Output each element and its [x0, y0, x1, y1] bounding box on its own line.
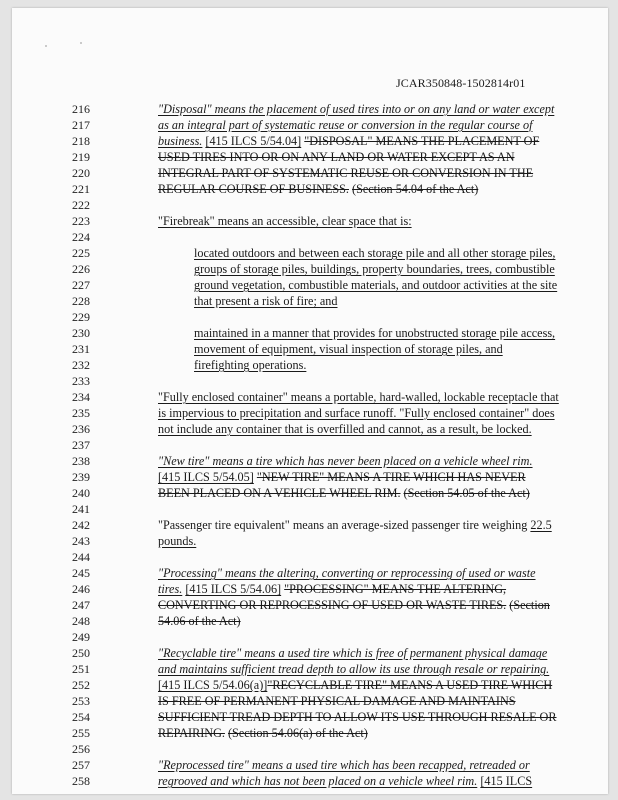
- definition-disposal-line-1: "Disposal" means the placement of used tires into or on any land or water except: [158, 102, 555, 116]
- line-number: 227: [72, 278, 90, 292]
- definition-recyclable-line-6: REPAIRING. (Section 54.06(a) of the Act): [158, 726, 368, 740]
- line-number: 237: [72, 438, 90, 452]
- line-number: 242: [72, 518, 90, 532]
- document-page: [12, 8, 608, 794]
- definition-disposal-line-6: REGULAR COURSE OF BUSINESS. (Section 54.04 of the Act): [158, 182, 479, 196]
- line-number: 235: [72, 406, 90, 420]
- line-number: 255: [72, 726, 90, 740]
- definition-passenger-line-2: pounds.: [158, 534, 197, 548]
- line-number: 233: [72, 374, 90, 388]
- line-number: 222: [72, 198, 90, 212]
- definition-firebreak-item-1-line-3: ground vegetation, combustible materials, and outdoor activities at the site: [194, 278, 558, 292]
- definition-recyclable-line-4: IS FREE OF PERMANENT PHYSICAL DAMAGE AND MAINTAINS: [158, 694, 516, 708]
- definition-processing-line-1: "Processing" means the altering, converting or reprocessing of used or waste: [158, 566, 536, 580]
- line-number: 231: [72, 342, 90, 356]
- line-number: 239: [72, 470, 90, 484]
- line-number: 226: [72, 262, 90, 276]
- line-number: 257: [72, 758, 90, 772]
- line-number: 221: [72, 182, 90, 196]
- line-number: 229: [72, 310, 90, 324]
- line-number: 232: [72, 358, 90, 372]
- line-number: 240: [72, 486, 90, 500]
- line-number: 243: [72, 534, 90, 548]
- definition-recyclable-line-2: and maintains sufficient tread depth to allow its use through resale or repairing.: [158, 662, 550, 676]
- definition-new-tire-line-2: [415 ILCS 5/54.05] "NEW TIRE" MEANS A TIRE WHICH HAS NEVER: [158, 470, 526, 484]
- definition-firebreak-line-1: "Firebreak" means an accessible, clear space that is:: [158, 214, 412, 228]
- definition-firebreak-item-1-line-4: that present a risk of fire; and: [194, 294, 338, 308]
- definition-disposal-line-4: USED TIRES INTO OR ON ANY LAND OR WATER EXCEPT AS AN: [158, 150, 515, 164]
- definition-firebreak-item-2-line-3: firefighting operations.: [194, 358, 307, 372]
- line-number: 223: [72, 214, 90, 228]
- line-number: 251: [72, 662, 90, 676]
- line-number: 230: [72, 326, 90, 340]
- line-number: 254: [72, 710, 90, 724]
- line-number: 225: [72, 246, 90, 260]
- definition-processing-line-4: 54.06 of the Act): [158, 614, 241, 628]
- scan-speck: [45, 45, 47, 47]
- line-number: 244: [72, 550, 90, 564]
- line-number: 238: [72, 454, 90, 468]
- line-number: 216: [72, 102, 90, 116]
- definition-reprocessed-line-1: "Reprocessed tire" means a used tire which has been recapped, retreaded or: [158, 758, 530, 772]
- line-number: 228: [72, 294, 90, 308]
- definition-processing-line-3: CONVERTING OR REPROCESSING OF USED OR WASTE TIRES. (Section: [158, 598, 550, 612]
- line-number: 217: [72, 118, 90, 132]
- definition-disposal-line-3: business. [415 ILCS 5/54.04] "DISPOSAL" MEANS THE PLACEMENT OF: [158, 134, 540, 148]
- line-number: 218: [72, 134, 90, 148]
- definition-firebreak-item-1-line-2: groups of storage piles, buildings, property boundaries, trees, combustible: [194, 262, 555, 276]
- line-number: 220: [72, 166, 90, 180]
- definition-passenger-line-1: "Passenger tire equivalent" means an average-sized passenger tire weighing 22.5: [158, 518, 552, 532]
- line-number: 236: [72, 422, 90, 436]
- line-number: 241: [72, 502, 90, 516]
- line-number: 224: [72, 230, 90, 244]
- line-number: 248: [72, 614, 90, 628]
- definition-container-line-3: not include any container that is overfilled and cannot, as a result, be locked.: [158, 422, 532, 436]
- line-number: 256: [72, 742, 90, 756]
- line-number: 247: [72, 598, 90, 612]
- line-number: 249: [72, 630, 90, 644]
- line-number: 253: [72, 694, 90, 708]
- definition-reprocessed-line-2: regrooved and which has not been placed on a vehicle wheel rim. [415 ILCS: [158, 774, 533, 788]
- line-number: 258: [72, 774, 90, 788]
- line-number: 252: [72, 678, 90, 692]
- definition-firebreak-item-1-line-1: located outdoors and between each storage pile and all other storage piles,: [194, 246, 556, 260]
- definition-new-tire-line-1: "New tire" means a tire which has never been placed on a vehicle wheel rim.: [158, 454, 533, 468]
- definition-recyclable-line-1: "Recyclable tire" means a used tire which is free of permanent physical damage: [158, 646, 548, 660]
- definition-container-line-1: "Fully enclosed container" means a portable, hard-walled, lockable receptacle that: [158, 390, 559, 404]
- definition-firebreak-item-2-line-1: maintained in a manner that provides for unobstructed storage pile access,: [194, 326, 556, 340]
- scan-speck: [80, 42, 82, 44]
- line-number: 245: [72, 566, 90, 580]
- definition-new-tire-line-3: BEEN PLACED ON A VEHICLE WHEEL RIM. (Section 54.05 of the Act): [158, 486, 530, 500]
- definition-recyclable-line-5: SUFFICIENT TREAD DEPTH TO ALLOW ITS USE THROUGH RESALE OR: [158, 710, 557, 724]
- line-number: 234: [72, 390, 90, 404]
- definition-disposal-line-5: INTEGRAL PART OF SYSTEMATIC REUSE OR CONVERSION IN THE: [158, 166, 534, 180]
- definition-processing-line-2: tires. [415 ILCS 5/54.06] "PROCESSING" MEANS THE ALTERING,: [158, 582, 507, 596]
- document-id: JCAR350848-1502814r01: [396, 76, 526, 90]
- definition-disposal-line-2: as an integral part of systematic reuse or conversion in the regular course of: [158, 118, 533, 132]
- definition-firebreak-item-2-line-2: movement of equipment, visual inspection of storage piles, and: [194, 342, 503, 356]
- definition-recyclable-line-3: [415 ILCS 5/54.06(a)]"RECYCLABLE TIRE" MEANS A USED TIRE WHICH: [158, 678, 553, 692]
- definition-container-line-2: is impervious to precipitation and surface runoff. "Fully enclosed container" does: [158, 406, 555, 420]
- line-number: 250: [72, 646, 90, 660]
- line-number: 219: [72, 150, 90, 164]
- line-number: 246: [72, 582, 90, 596]
